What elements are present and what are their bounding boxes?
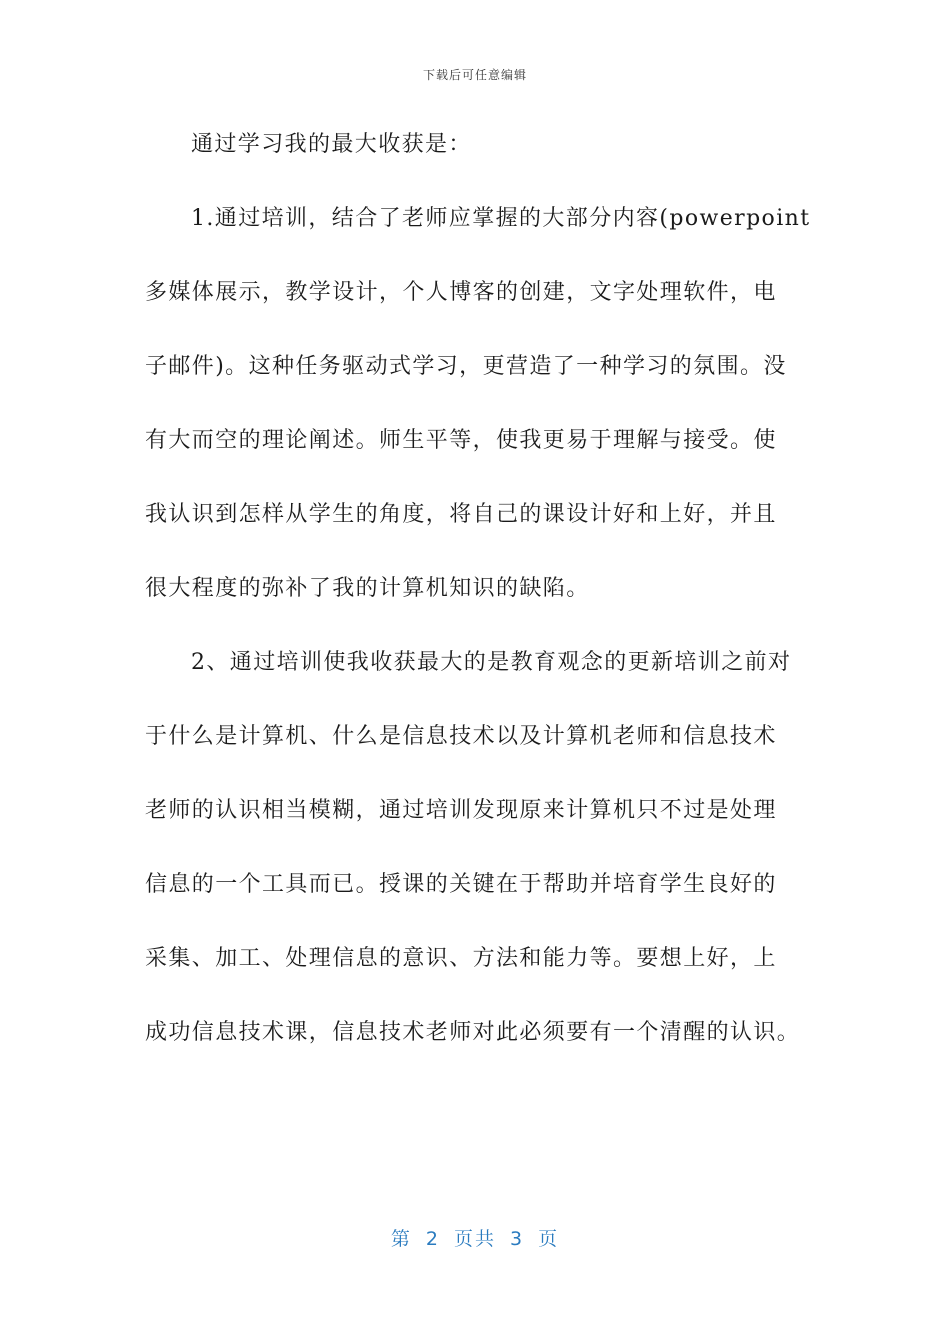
footer-label-of: 页共: [453, 1228, 496, 1250]
paragraph-2-line-5: 采集、加工、处理信息的意识、方法和能力等。要想上好，上: [145, 946, 777, 971]
header-note: 下载后可任意编辑: [422, 68, 527, 82]
paragraph-2-line-2: 于什么是计算机、什么是信息技术以及计算机老师和信息技术: [145, 724, 777, 749]
paragraph-2-line-1: 2、通过培训使我收获最大的是教育观念的更新培训之前对: [191, 650, 792, 675]
total-pages-number: 3: [510, 1228, 525, 1250]
paragraph-1-line-1: 1.通过培训，结合了老师应掌握的大部分内容(powerpoint: [191, 206, 811, 231]
current-page-number: 2: [425, 1228, 440, 1250]
paragraph-2-line-4: 信息的一个工具而已。授课的关键在于帮助并培育学生良好的: [145, 872, 777, 897]
paragraph-2-line-6: 成功信息技术课，信息技术老师对此必须要有一个清醒的认识。: [145, 1020, 801, 1045]
paragraph-intro: 通过学习我的最大收获是：: [191, 132, 472, 157]
footer-label-end: 页: [538, 1228, 560, 1250]
paragraph-1-line-2: 多媒体展示，教学设计，个人博客的创建，文字处理软件，电: [145, 280, 777, 305]
paragraph-2-line-3: 老师的认识相当模糊，通过培训发现原来计算机只不过是处理: [145, 798, 777, 823]
paragraph-1-line-5: 我认识到怎样从学生的角度，将自己的课设计好和上好，并且: [145, 502, 777, 527]
page-footer: [0, 1224, 950, 1251]
paragraph-1-line-6: 很大程度的弥补了我的计算机知识的缺陷。: [145, 576, 590, 601]
footer-label-page: 第: [390, 1228, 412, 1250]
paragraph-1-line-3: 子邮件)。这种任务驱动式学习，更营造了一种学习的氛围。没: [145, 354, 787, 379]
document-body: [145, 122, 811, 1084]
paragraph-1-line-4: 有大而空的理论阐述。师生平等，使我更易于理解与接受。使: [145, 428, 777, 453]
